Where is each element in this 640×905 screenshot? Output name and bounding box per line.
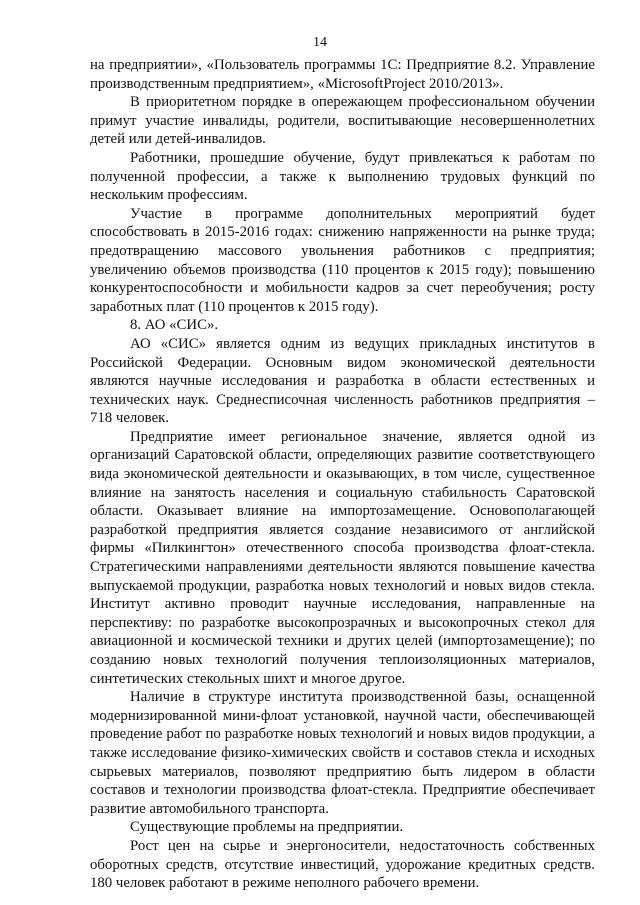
paragraph-trained-workers: Работники, прошедшие обучение, будут привлекаться к работам по полученной профессии, а также к выполнению трудовых функций по нескольким профессиям. <box>90 149 595 204</box>
paragraph-production-base: Наличие в структуре института производственной базы, оснащенной модернизированной мини-флоат установкой, научной части, обеспечивающей проведение работ по разработке новых технологий и новых видов продукции, а также исследование физико-химических свойств и составов стекла и исходных сырьевых материалов, позволяют предприятию быть лидером в области составов и технологии производства флоат-стекла. Предприятие обеспечивает развитие автомобильного транспорта. <box>90 689 595 817</box>
paragraph-problems-heading: Существующие проблемы на предприятии. <box>130 819 404 836</box>
paragraph-problems: Рост цен на сырье и энергоносители, недостаточность собственных оборотных средств, отсутствие инвестиций, удорожание кредитных средств. 180 человек работают в режиме неполного рабочего времени. <box>90 837 595 892</box>
section-heading-sis: 8. АО «СИС». <box>130 317 219 334</box>
page-number: 14 <box>313 35 327 50</box>
paragraph-priority-training: В приоритетном порядке в опережающем профессиональном обучении примут участие инвалиды, родители, воспитывающие несовершеннолетних детей или детей-инвалидов. <box>90 94 595 148</box>
paragraph-program-effects: Участие в программе дополнительных мероприятий будет способствовать в 2015-2016 годах: снижению напряженности на рынке труда; предотвращению массового увольнения работников с предприятия; увеличению объемов производства (110 процентов к 2015 году); повышению конкурентоспособности и мобильности кадров за счет переобучения; росту заработных плат (110 процентов к 2015 году). <box>90 205 595 315</box>
document-body <box>90 56 595 893</box>
paragraph-regional-significance: Предприятие имеет региональное значение, является одной из организаций Саратовской области, определяющих развитие соответствующего вида экономической деятельности и оказывающих, в том числе, существенное влияние на занятость населения и социальную стабильность Саратовской области. Оказывает влияние на импортозамещение. Основополагающей разработкой предприятия является создание независимого от английской фирмы «Пилкингтон» отечественного способа производства флоат-стекла. Стратегическими направлениями деятельности являются повышение качества выпускаемой продукции, разработка новых технологий и новых видов стекла. Институт активно проводит научные исследования, направленные на перспективу: по разработке высокопрозрачных и высокопрочных стекол для авиационной и космической техники и других целей (импортозамещение); по созданию новых технологий получения теплоизоляционных материалов, синтетических стекольных шихт и многое другое. <box>90 428 595 687</box>
paragraph-continuation: на предприятии», «Пользователь программы 1С: Предприятие 8.2. Управление производственным предприятием», «MicrosoftProject 2010/2013». <box>90 57 595 92</box>
paragraph-sis-overview: АО «СИС» является одним из ведущих прикладных институтов в Российской Федерации. Основным видом экономической деятельности являются научные исследования и разработка в области естественных и технических наук. Среднесписочная численность работников предприятия – 718 человек. <box>90 335 595 427</box>
